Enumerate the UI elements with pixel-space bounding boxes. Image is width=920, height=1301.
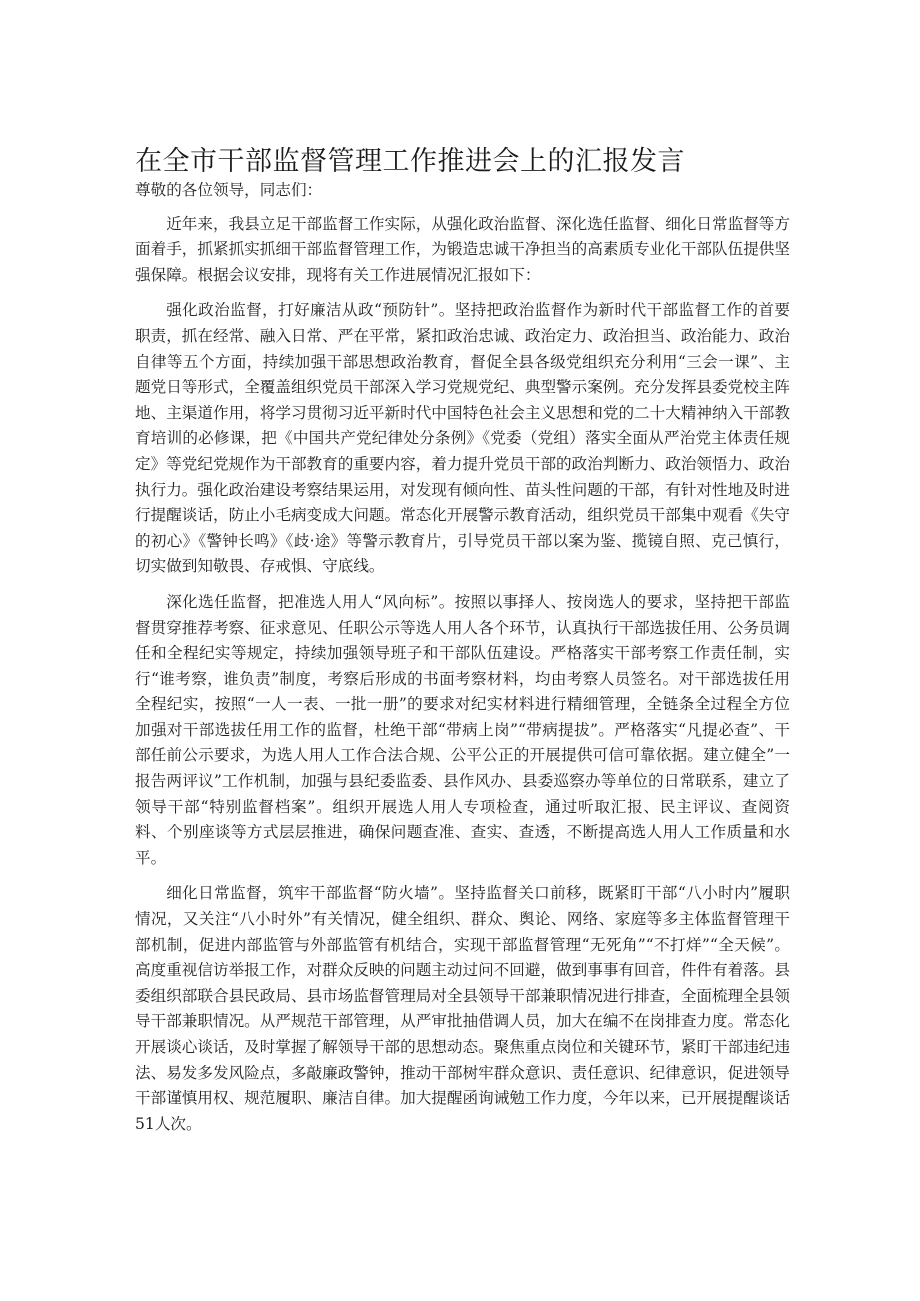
paragraph-political-supervision: 强化政治监督，打好廉洁从政“预防针”。坚持把政治监督作为新时代干部监督工作的首要职责，抓在经常、融入日常、严在平常，紧扣政治忠诚、政治定力、政治担当、政治能力、政治自律等五个方面，持续加强干部思想政治教育，督促全县各级党组织充分利用“三会一课”、主题党日等形式，全覆盖组织党员干部深入学习党规党纪、典型警示案例。充分发挥县委党校主阵地、主渠道作用，将学习贯彻习近平新时代中国特色社会主义思想和党的二十大精神纳入干部教育培训的必修课，把《中国共产党纪律处分条例》《党委（党组）落实全面从严治党主体责任规定》等党纪党规作为干部教育的重要内容，着力提升党员干部的政治判断力、政治领悟力、政治执行力。强化政治建设考察结果运用，对发现有倾向性、苗头性问题的干部，有针对性地及时进行提醒谈话，防止小毛病变成大问题。常态化开展警示教育活动，组织党员干部集中观看《失守的初心》《警钟长鸣》《歧·途》等警示教育片，引导党员干部以案为鉴、揽镜自照、克己慎行，切实做到知敬畏、存戒惧、守底线。 [135, 301, 790, 576]
document-body [135, 178, 790, 1147]
paragraph-selection-supervision: 深化选任监督，把准选人用人“风向标”。按照以事择人、按岗选人的要求，坚持把干部监督贯穿推荐考察、征求意见、任职公示等选人用人各个环节，认真执行干部选拔任用、公务员调任和全程纪实等规定，持续加强领导班子和干部队伍建设。严格落实干部考察工作责任制，实行“谁考察，谁负责”制度，考察后形成的书面考察材料，均由考察人员签名。对干部选拔任用全程纪实，按照“一人一表、一批一册”的要求对纪实材料进行精细管理，全链条全过程全方位加强对干部选拔任用工作的监督，杜绝干部“带病上岗”“带病提拔”。严格落实“凡提必查”、干部任前公示要求，为选人用人工作合法合规、公平公正的开展提供可信可靠依据。建立健全”一报告两评议”工作机制，加强与县纪委监委、县作风办、县委巡察办等单位的日常联系，建立了领导干部“特别监督档案”。组织开展选人用人专项检查，通过听取汇报、民主评议、查阅资料、个别座谈等方式层层推进，确保问题查准、查实、查透，不断提高选人用人工作质量和水平。 [135, 592, 790, 867]
paragraph-intro: 近年来，我县立足干部监督工作实际，从强化政治监督、深化选任监督、细化日常监督等方面着手，抓紧抓实抓细干部监督管理工作，为锻造忠诚干净担当的高素质专业化干部队伍提供坚强保障。根据会议安排，现将有关工作进展情况汇报如下： [135, 214, 790, 284]
document-title: 在全市干部监督管理工作推进会上的汇报发言 [135, 146, 685, 178]
paragraph-daily-supervision: 细化日常监督，筑牢干部监督“防火墙”。坚持监督关口前移，既紧盯干部“八小时内”履职情况，又关注“八小时外”有关情况，健全组织、群众、舆论、网络、家庭等多主体监督管理干部机制，促进内部监管与外部监管有机结合，实现干部监督管理“无死角”“不打烊”“全天候”。高度重视信访举报工作，对群众反映的问题主动过问不回避，做到事事有回音，件件有着落。县委组织部联合县民政局、县市场监督管理局对全县领导干部兼职情况进行排查，全面梳理全县领导干部兼职情况。从严规范干部管理，从严审批抽借调人员，加大在编不在岗排查力度。常态化开展谈心谈话，及时掌握了解领导干部的思想动态。聚焦重点岗位和关键环节，紧盯干部违纪违法、易发多发风险点，多敲廉政警钟，推动干部树牢群众意识、责任意识、纪律意识，促进领导干部谨慎用权、规范履职、廉洁自律。加大提醒函询诫勉工作力度，今年以来，已开展提醒谈话51人次。 [135, 884, 790, 1133]
salutation: 尊敬的各位领导，同志们： [135, 181, 323, 199]
